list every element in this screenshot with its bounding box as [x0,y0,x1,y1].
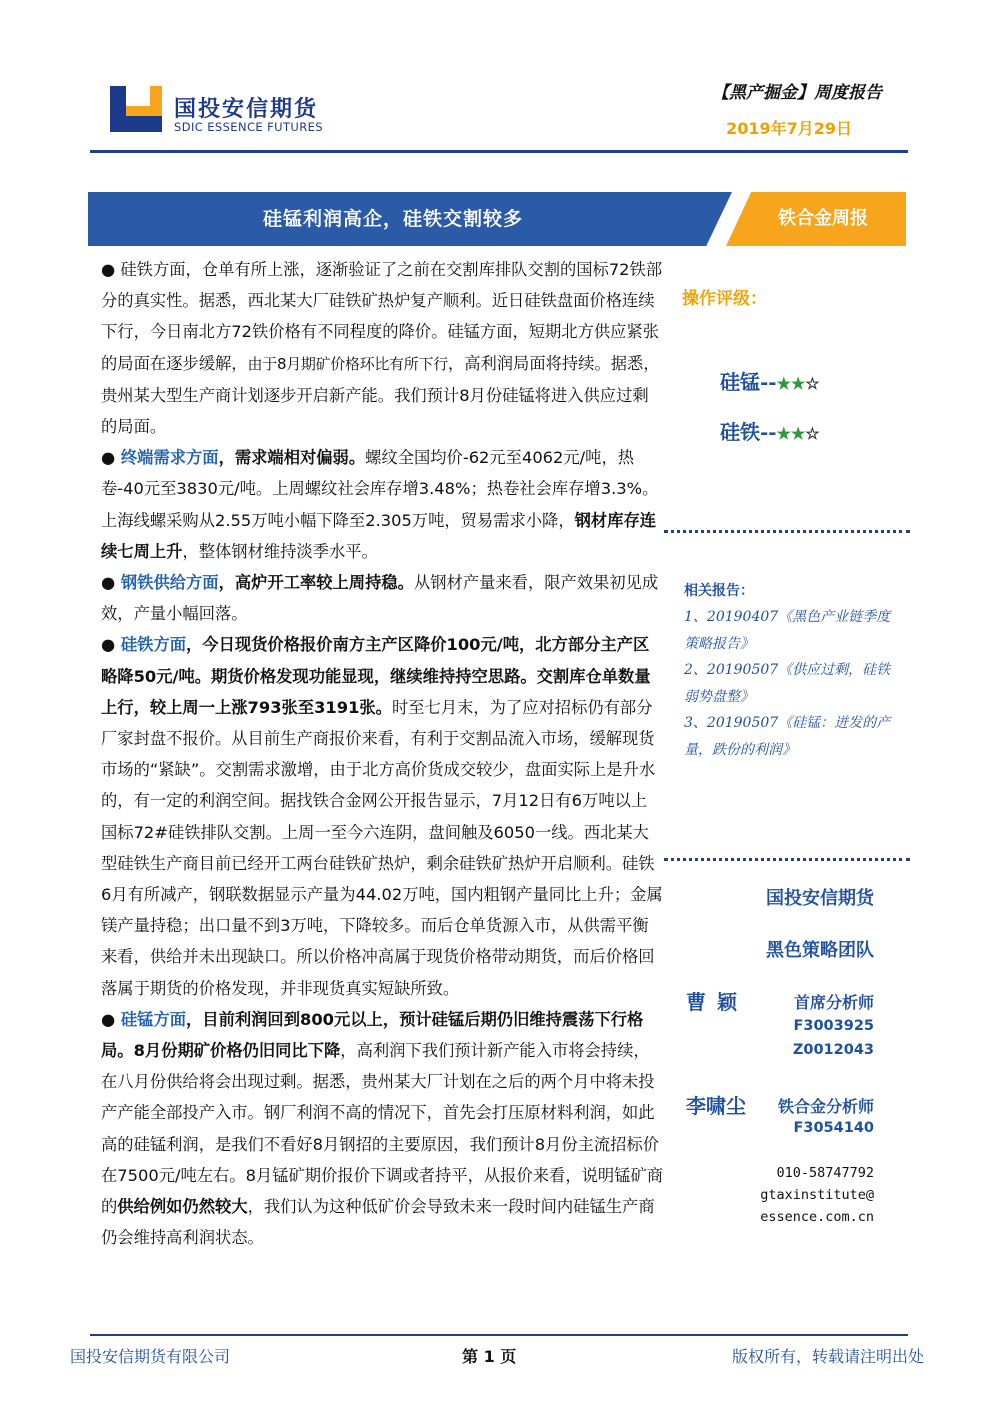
logo-text-en: SDIC ESSENCE FUTURES [174,120,323,134]
analyst-name: 李啸尘 [686,1094,746,1118]
footer-rule [90,1334,908,1336]
star-filled-icon: ★★ [776,374,806,393]
related-reports-heading: 相关报告： [684,583,754,599]
analyst-title: 铁合金分析师 [777,1097,874,1116]
star-empty-icon: ☆ [805,424,820,443]
report-date: 2019年7月29日 [726,119,852,138]
analyst-name: 曹 颖 [686,990,739,1014]
analyst-title: 首席分析师 [793,993,874,1012]
analyst-license: F3054140 [793,1120,874,1136]
related-report-link[interactable]: 2、20190507《供应过剩，硅铁弱势盘整》 [684,662,891,705]
related-report-link[interactable]: 1、20190407《黑色产业链季度策略报告》 [684,609,891,652]
team-name: 黑色策略团队 [766,940,874,961]
main-content [101,254,663,1254]
contact-email-domain[interactable]: essence.com.cn [760,1209,874,1225]
logo-icon [110,86,162,132]
category-tag: 铁合金周报 [778,208,868,229]
rating-ferrosilicon: 硅铁--★★☆ [720,420,820,444]
divider-dotted [664,858,910,861]
header-rule [90,150,908,153]
analyst-license: F3003925 [793,1018,874,1034]
rating-silicomanganese: 硅锰--★★☆ [720,370,820,394]
related-report-link[interactable]: 3、20190507《硅锰：迸发的产量，跌份的利润》 [684,715,891,758]
paragraph-ferrosilicon: ● 硅铁方面，今日现货价格报价南方主产区降价100元/吨，北方部分主产区略降50元/吨。期货价格发现功能显现，继续维持持空思路。交割库仓单数量上行，较上周一上涨793张至3191张。时至七月末，为了应对招标仍有部分厂家封盘不报价。从目前生产商报价来看，有利于交割品流入市场，缓解现货市场的“紧缺”。交割需求激增，由于北方高价货成交较少，盘面实际上是升水的，有一定的利润空间。据找铁合金网公开报告显示，7月12日有6万吨以上国标72#硅铁排队交割。上周一至今六连阴，盘间触及6050一线。西北某大型硅铁生产商目前已经开工两台硅铁矿热炉，剩余硅铁矿热炉开启顺利。硅铁6月有所减产，钢联数据显示产量为44.02万吨，国内粗钢产量同比上升；金属镁产量持稳；出口量不到3万吨，下降较多。而后仓单货源入市，从供需平衡来看，供给并未出现缺口。所以价格冲高属于现货价格带动期货，而后价格回落属于期货的价格发现，并非现货真实短缺所致。 [101,635,663,998]
rating-label: 操作评级： [682,289,767,309]
org-name: 国投安信期货 [766,888,874,909]
analyst-license: Z0012043 [792,1042,874,1058]
paragraph-supply: ● 钢铁供给方面，高炉开工率较上周持稳。从钢材产量来看，限产效果初见成效，产量小幅回落。 [101,573,659,624]
report-title: 硅锰利润高企，硅铁交割较多 [262,208,523,230]
star-filled-icon: ★★ [776,424,806,443]
footer-company: 国投安信期货有限公司 [70,1347,231,1366]
paragraph-demand: ● 终端需求方面，需求端相对偏弱。螺纹全国均价-62元至4062元/吨，热卷-40元至3830元/吨。上周螺纹社会库存增3.48%；热卷社会库存增3.3%。上海线螺采购从2.55万吨小幅下降至2.305万吨，贸易需求小降，钢材库存连续七周上升，整体钢材维持淡季水平。 [101,448,659,561]
logo-text-cn: 国投安信期货 [174,97,319,122]
report-type: 【黑产掘金】周度报告 [712,83,882,103]
divider-dotted [664,530,910,533]
contact-phone: 010-58747792 [776,1165,874,1181]
contact-email[interactable]: gtaxinstitute@ [760,1187,874,1203]
star-empty-icon: ☆ [805,374,820,393]
footer-copyright: 版权所有，转载请注明出处 [731,1347,924,1366]
paragraph-silicomanganese: ● 硅锰方面，目前利润回到800元以上，预计硅锰后期仍旧维持震荡下行格局。8月份期矿价格仍旧同比下降，高利润下我们预计新产能入市将会持续，在八月份供给将会出现过剩。据悉，贵州某大厂计划在之后的两个月中将未投产产能全部投产入市。钢厂利润不高的情况下，首先会打压原材料利润，如此高的硅锰利润，是我们不看好8月钢招的主要原因，我们预计8月份主流招标价在7500元/吨左右。8月锰矿期价报价下调或者持平，从报价来看，说明锰矿商的供给例如仍然较大，我们认为这种低矿价会导致未来一段时间内硅锰生产商仍会维持高利润状态。 [101,1009,664,1248]
paragraph-overview: ● 硅铁方面，仓单有所上涨，逐渐验证了之前在交割库排队交割的国标72铁部分的真实性。据悉，西北某大厂硅铁矿热炉复产顺利。近日硅铁盘面价格连续下行，今日南北方72铁价格有不同程度的降价。硅锰方面，短期北方供应紧张的局面在逐步缓解，由于8月期矿价格环比有所下行，高利润局面将持续。据悉，贵州某大型生产商计划逐步开启新产能。我们预计8月份硅锰将进入供应过剩的局面。 [101,260,663,437]
page-number: 第 1 页 [462,1347,517,1366]
